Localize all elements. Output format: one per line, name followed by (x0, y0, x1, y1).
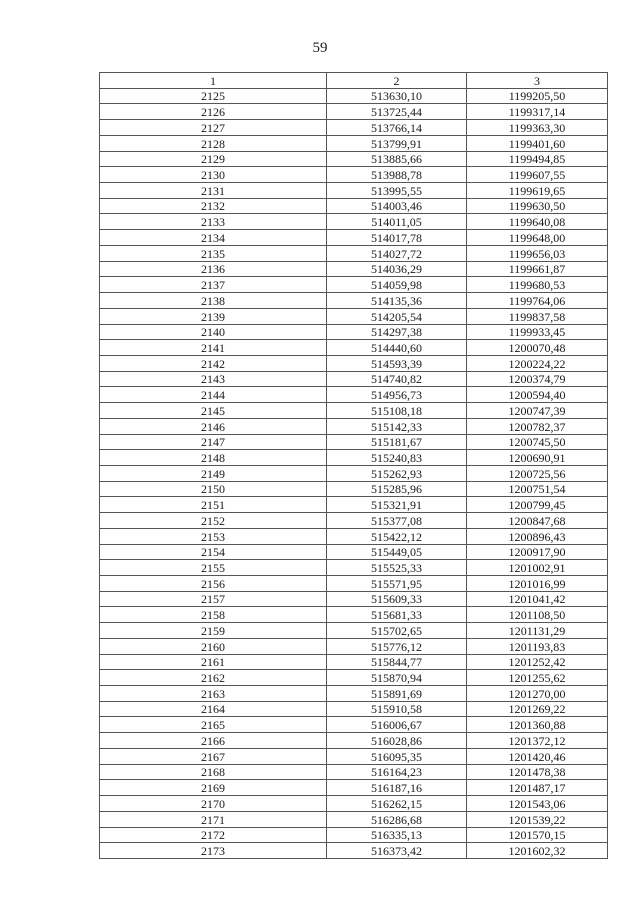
table-cell-col1: 2160 (100, 638, 327, 654)
table-row (100, 324, 608, 340)
table-cell-col3: 1199837,58 (467, 308, 608, 324)
table-cell-col3: 1199401,60 (467, 135, 608, 151)
table-row (100, 135, 608, 151)
table-row (100, 261, 608, 277)
table-body (100, 88, 608, 858)
table-row (100, 701, 608, 717)
table-cell-col2: 516373,42 (327, 843, 467, 859)
table-cell-col2: 516262,15 (327, 796, 467, 812)
table-cell-col1: 2167 (100, 748, 327, 764)
table-row (100, 481, 608, 497)
table-cell-col3: 1199640,08 (467, 214, 608, 230)
table-row (100, 434, 608, 450)
table-cell-col2: 514027,72 (327, 245, 467, 261)
table-cell-col3: 1201255,62 (467, 670, 608, 686)
table-cell-col2: 514036,29 (327, 261, 467, 277)
table-cell-col1: 2158 (100, 607, 327, 623)
table-cell-col1: 2157 (100, 591, 327, 607)
table-cell-col1: 2143 (100, 371, 327, 387)
table-cell-col3: 1199317,14 (467, 104, 608, 120)
table-cell-col2: 516164,23 (327, 764, 467, 780)
table-cell-col1: 2154 (100, 544, 327, 560)
table-cell-col3: 1200374,79 (467, 371, 608, 387)
page-number: 59 (312, 40, 328, 56)
table-cell-col1: 2135 (100, 245, 327, 261)
table-cell-col3: 1199363,30 (467, 120, 608, 136)
table-cell-col3: 1200751,54 (467, 481, 608, 497)
table-cell-col3: 1199648,00 (467, 230, 608, 246)
table-cell-col2: 515891,69 (327, 686, 467, 702)
table-cell-col2: 515262,93 (327, 465, 467, 481)
table-row (100, 748, 608, 764)
table-cell-col1: 2151 (100, 497, 327, 513)
table-cell-col1: 2146 (100, 418, 327, 434)
table-cell-col2: 515449,05 (327, 544, 467, 560)
table-row (100, 638, 608, 654)
table-cell-col3: 1200799,45 (467, 497, 608, 513)
column-header-3: 3 (467, 73, 608, 89)
table-row (100, 214, 608, 230)
table-row (100, 513, 608, 529)
table-cell-col3: 1201270,00 (467, 686, 608, 702)
table-cell-col3: 1200070,48 (467, 340, 608, 356)
table-row (100, 544, 608, 560)
table-cell-col2: 515181,67 (327, 434, 467, 450)
table-cell-col2: 515285,96 (327, 481, 467, 497)
table-cell-col3: 1201372,12 (467, 733, 608, 749)
table-row (100, 450, 608, 466)
table-cell-col1: 2172 (100, 827, 327, 843)
table-cell-col3: 1201543,06 (467, 796, 608, 812)
table-row (100, 576, 608, 592)
table-cell-col1: 2156 (100, 576, 327, 592)
table-cell-col2: 515525,33 (327, 560, 467, 576)
table-cell-col1: 2155 (100, 560, 327, 576)
table-cell-col1: 2139 (100, 308, 327, 324)
table-cell-col3: 1201478,38 (467, 764, 608, 780)
table-cell-col2: 516187,16 (327, 780, 467, 796)
table-cell-col1: 2137 (100, 277, 327, 293)
table-cell-col3: 1199661,87 (467, 261, 608, 277)
table-cell-col2: 514017,78 (327, 230, 467, 246)
table-cell-col2: 516095,35 (327, 748, 467, 764)
table-row (100, 780, 608, 796)
table-row (100, 733, 608, 749)
table-row (100, 717, 608, 733)
table-row (100, 120, 608, 136)
table-row (100, 183, 608, 199)
table-row (100, 811, 608, 827)
table-cell-col1: 2148 (100, 450, 327, 466)
table-row (100, 403, 608, 419)
table-cell-col2: 515240,83 (327, 450, 467, 466)
table-cell-col2: 516006,67 (327, 717, 467, 733)
table-cell-col2: 513766,14 (327, 120, 467, 136)
table-row (100, 827, 608, 843)
table-cell-col1: 2138 (100, 293, 327, 309)
table-cell-col1: 2140 (100, 324, 327, 340)
table-cell-col3: 1200690,91 (467, 450, 608, 466)
table-header-row (100, 73, 608, 89)
table-cell-col2: 516286,68 (327, 811, 467, 827)
table-cell-col2: 515108,18 (327, 403, 467, 419)
column-header-1: 1 (100, 73, 327, 89)
table-cell-col1: 2165 (100, 717, 327, 733)
table-cell-col3: 1201016,99 (467, 576, 608, 592)
table-cell-col1: 2125 (100, 88, 327, 104)
table-cell-col3: 1199933,45 (467, 324, 608, 340)
table-row (100, 654, 608, 670)
table-cell-col2: 514205,54 (327, 308, 467, 324)
table-cell-col3: 1200725,56 (467, 465, 608, 481)
table-cell-col1: 2144 (100, 387, 327, 403)
table-cell-col2: 515844,77 (327, 654, 467, 670)
table-cell-col2: 514135,36 (327, 293, 467, 309)
table-cell-col2: 515681,33 (327, 607, 467, 623)
table-cell-col1: 2127 (100, 120, 327, 136)
table-cell-col1: 2130 (100, 167, 327, 183)
table-row (100, 355, 608, 371)
table-cell-col3: 1201539,22 (467, 811, 608, 827)
table-cell-col1: 2142 (100, 355, 327, 371)
table-cell-col2: 515609,33 (327, 591, 467, 607)
table-row (100, 308, 608, 324)
table-cell-col1: 2147 (100, 434, 327, 450)
column-header-2: 2 (327, 73, 467, 89)
table-cell-col2: 513995,55 (327, 183, 467, 199)
table-row (100, 277, 608, 293)
table-cell-col2: 516028,86 (327, 733, 467, 749)
table-cell-col2: 515776,12 (327, 638, 467, 654)
table-cell-col3: 1201487,17 (467, 780, 608, 796)
table-cell-col2: 514059,98 (327, 277, 467, 293)
table-cell-col1: 2163 (100, 686, 327, 702)
table-cell-col1: 2149 (100, 465, 327, 481)
table-cell-col3: 1200782,37 (467, 418, 608, 434)
table-cell-col3: 1199656,03 (467, 245, 608, 261)
table-row (100, 465, 608, 481)
table-cell-col2: 514740,82 (327, 371, 467, 387)
table-cell-col3: 1199619,65 (467, 183, 608, 199)
table-cell-col1: 2152 (100, 513, 327, 529)
table-row (100, 104, 608, 120)
table-cell-col3: 1200224,22 (467, 355, 608, 371)
table-row (100, 560, 608, 576)
table-row (100, 843, 608, 859)
table-row (100, 198, 608, 214)
table-cell-col1: 2131 (100, 183, 327, 199)
table-cell-col1: 2136 (100, 261, 327, 277)
table-cell-col2: 515702,65 (327, 623, 467, 639)
table-row (100, 623, 608, 639)
table-cell-col3: 1201602,32 (467, 843, 608, 859)
table-cell-col1: 2169 (100, 780, 327, 796)
table-cell-col2: 513630,10 (327, 88, 467, 104)
table-cell-col1: 2171 (100, 811, 327, 827)
table-row (100, 591, 608, 607)
table-cell-col2: 514003,46 (327, 198, 467, 214)
table-row (100, 387, 608, 403)
table-cell-col3: 1201360,88 (467, 717, 608, 733)
table-cell-col3: 1199494,85 (467, 151, 608, 167)
table-cell-col1: 2170 (100, 796, 327, 812)
table-row (100, 151, 608, 167)
table-cell-col3: 1201269,22 (467, 701, 608, 717)
table-cell-col2: 515870,94 (327, 670, 467, 686)
table-row (100, 497, 608, 513)
table-cell-col1: 2159 (100, 623, 327, 639)
table-cell-col1: 2134 (100, 230, 327, 246)
table-row (100, 670, 608, 686)
table-cell-col3: 1199680,53 (467, 277, 608, 293)
table-cell-col2: 515571,95 (327, 576, 467, 592)
table-cell-col3: 1201570,15 (467, 827, 608, 843)
table-cell-col2: 513988,78 (327, 167, 467, 183)
table-cell-col2: 514956,73 (327, 387, 467, 403)
table-row (100, 686, 608, 702)
table-cell-col1: 2162 (100, 670, 327, 686)
table-row (100, 418, 608, 434)
table-row (100, 528, 608, 544)
table-row (100, 340, 608, 356)
table-cell-col1: 2168 (100, 764, 327, 780)
table-cell-col2: 515142,33 (327, 418, 467, 434)
table-cell-col2: 516335,13 (327, 827, 467, 843)
table-cell-col3: 1199205,50 (467, 88, 608, 104)
table-cell-col1: 2161 (100, 654, 327, 670)
table-cell-col2: 515422,12 (327, 528, 467, 544)
table-row (100, 607, 608, 623)
table-row (100, 230, 608, 246)
table-cell-col1: 2128 (100, 135, 327, 151)
table-cell-col1: 2129 (100, 151, 327, 167)
table-cell-col3: 1200594,40 (467, 387, 608, 403)
table-cell-col3: 1201420,46 (467, 748, 608, 764)
table-cell-col3: 1201108,50 (467, 607, 608, 623)
table-cell-col2: 515910,58 (327, 701, 467, 717)
table-row (100, 293, 608, 309)
table-cell-col3: 1201252,42 (467, 654, 608, 670)
table-row (100, 796, 608, 812)
table-row (100, 167, 608, 183)
table-cell-col2: 514011,05 (327, 214, 467, 230)
table-cell-col1: 2145 (100, 403, 327, 419)
table-cell-col3: 1199630,50 (467, 198, 608, 214)
table-cell-col1: 2153 (100, 528, 327, 544)
table-row (100, 88, 608, 104)
table-cell-col2: 515377,08 (327, 513, 467, 529)
table-cell-col3: 1201131,29 (467, 623, 608, 639)
table-cell-col3: 1200847,68 (467, 513, 608, 529)
table-cell-col3: 1200747,39 (467, 403, 608, 419)
table-cell-col1: 2126 (100, 104, 327, 120)
coordinates-table (99, 72, 608, 859)
table-cell-col3: 1199607,55 (467, 167, 608, 183)
table-cell-col2: 514440,60 (327, 340, 467, 356)
table-cell-col3: 1200896,43 (467, 528, 608, 544)
table-cell-col3: 1201041,42 (467, 591, 608, 607)
table-cell-col2: 514297,38 (327, 324, 467, 340)
table-cell-col2: 514593,39 (327, 355, 467, 371)
table-cell-col2: 513885,66 (327, 151, 467, 167)
table-cell-col2: 513799,91 (327, 135, 467, 151)
table-cell-col3: 1199764,06 (467, 293, 608, 309)
table-cell-col3: 1201002,91 (467, 560, 608, 576)
table-cell-col1: 2164 (100, 701, 327, 717)
table-cell-col1: 2133 (100, 214, 327, 230)
table-row (100, 371, 608, 387)
table-row (100, 764, 608, 780)
table-cell-col2: 513725,44 (327, 104, 467, 120)
table-cell-col2: 515321,91 (327, 497, 467, 513)
table-cell-col1: 2132 (100, 198, 327, 214)
table-cell-col1: 2166 (100, 733, 327, 749)
table-cell-col3: 1200917,90 (467, 544, 608, 560)
table-cell-col3: 1201193,83 (467, 638, 608, 654)
table-cell-col1: 2173 (100, 843, 327, 859)
table-row (100, 245, 608, 261)
table-cell-col3: 1200745,50 (467, 434, 608, 450)
table-cell-col1: 2150 (100, 481, 327, 497)
table-cell-col1: 2141 (100, 340, 327, 356)
